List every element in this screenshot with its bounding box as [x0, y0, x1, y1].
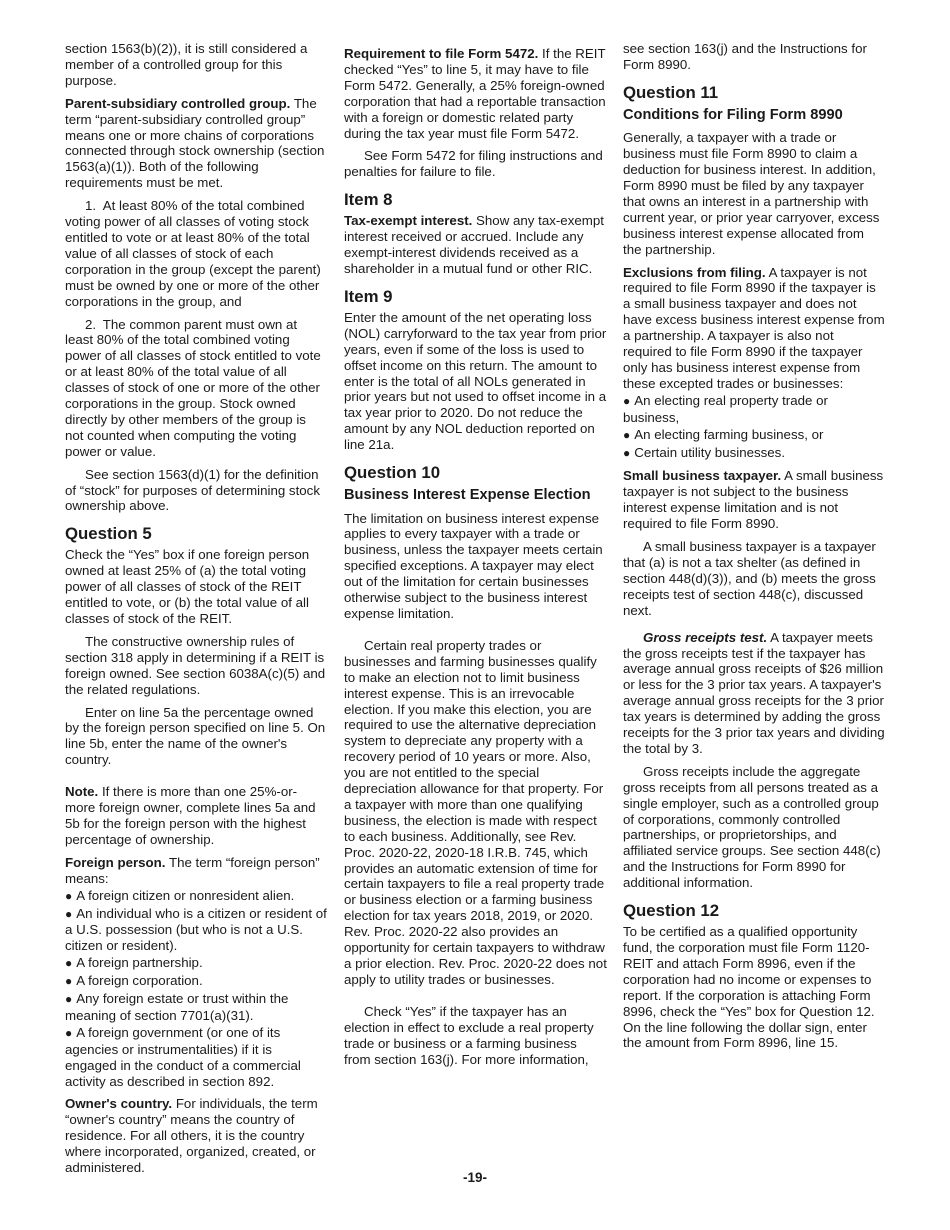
paragraph: [623, 265, 885, 392]
paragraph: [623, 468, 885, 532]
bullet-icon: ●: [65, 888, 73, 903]
bullet-icon: ●: [623, 445, 631, 460]
column-left: [65, 41, 327, 1183]
numbered-requirement-1: 1. At least 80% of the total combined voting power of all classes of voting stock entitled to vote or at least 80% of the total value of all classes of stock of each corporation in the group (except the parent) must be owned by one or more of the other corporations in the group, and: [65, 198, 321, 309]
paragraph: A small business taxpayer is a taxpayer that (a) is not a tax shelter (as defined in section 448(d)(3)), and (b) meets the gross receipts test of section 448(c), discussed next.: [623, 539, 876, 618]
question-11-heading: Question 11: [623, 82, 719, 102]
paragraph-text: A small business taxpayer is not subject to the business interest expense limitation and is not required to file Form 8990.: [623, 468, 884, 532]
bullet-icon: ●: [65, 956, 73, 971]
paragraph-text: A taxpayer is not required to file Form 8990 if the taxpayer is a small business taxpayer and does not have excess business interest expense from a partnership. A taxpayer is also not required to file Form 8990 if the taxpayer only has business interest expense from these excepted trades or businesses:: [623, 264, 885, 391]
paragraph-text: If the REIT checked “Yes” to line 5, it may have to file Form 5472. Generally, a 25% foreign-owned corporation that had a reportable transaction with a foreign or domestic related party during the tax year must file Form 5472.: [344, 46, 606, 141]
paragraph-text: Show any tax-exempt interest received or accrued. Include any exempt-interest dividends received as a shareholder in a mutual fund or other RIC.: [344, 213, 604, 276]
run-in-heading: Parent-subsidiary controlled group.: [65, 95, 291, 111]
bullet-icon: ●: [65, 974, 73, 989]
run-in-heading: Requirement to file Form 5472.: [344, 46, 539, 61]
paragraph-text: For individuals, the term “owner's country” means the country of residence. For all others, it is the country where incorporated, organized, created, or administered.: [65, 1096, 318, 1176]
list-item: ● A foreign corporation.: [65, 973, 203, 989]
question-10-subheading: Business Interest Expense Election: [344, 487, 591, 504]
question-5-heading: Question 5: [65, 524, 152, 544]
paragraph: see section 163(j) and the Instructions for Form 8990.: [623, 41, 867, 72]
list-item: ● An individual who is a citizen or resident of a U.S. possession (but who is not a U.S. citizen or resident).: [65, 905, 327, 954]
paragraph: See Form 5472 for filing instructions and penalties for failure to file.: [344, 148, 603, 180]
list-item: ● A foreign citizen or nonresident alien.: [65, 887, 295, 903]
page-number: -19-: [462, 1170, 487, 1185]
list-item: ● A foreign partnership.: [65, 955, 203, 971]
paragraph-text: If there is more than one 25%-or-more foreign owner, complete lines 5a and 5b for the foreign person with the highest percentage of ownership.: [65, 784, 316, 847]
foreign-person-list: [65, 888, 327, 1090]
question-10-heading: Question 10: [344, 463, 441, 483]
list-item: ● Certain utility businesses.: [623, 444, 786, 460]
question-12-heading: Question 12: [623, 901, 720, 921]
item-9-heading: Item 9: [344, 286, 393, 306]
note: [65, 784, 327, 848]
paragraph: [65, 1096, 327, 1176]
paragraph: [344, 46, 607, 141]
paragraph: [623, 630, 885, 757]
run-in-heading: Small business taxpayer.: [623, 468, 782, 484]
paragraph: The constructive ownership rules of section 318 apply in determining if a REIT is foreign owned. See section 6038A(c)(5) and the related regulations.: [65, 633, 326, 697]
paragraph-text: A taxpayer meets the gross receipts test if the taxpayer has average annual gross receipts of $26 million or less for the 3 prior tax years. A taxpayer's average annual gross receipts for the 3 prior tax years is determined by adding the gross receipts for the 3 prior tax years and dividing the total by 3.: [623, 629, 885, 756]
numbered-requirement-2: 2. The common parent must own at least 80% of the total combined voting power of all classes of stock entitled to vote or at least 80% of the total value of all classes of stock of one or more of the other corporations in the group. Stock owned directly by other members of the group is not counted when computing the voting power or value.: [65, 316, 321, 459]
paragraph-text: The term “foreign person” means:: [65, 854, 320, 886]
excepted-businesses-list: [623, 393, 885, 462]
column-middle: [344, 41, 607, 1074]
paragraph: Certain real property trades or businesses and farming businesses qualify to make an election not to limit business interest expense. This is an irrevocable election. If you make this election, you are required to use the alternative depreciation system to depreciate any property with a recovery period of 10 years or more. Also, you are not entitled to the special depreciation allowance for that property. For a taxpayer with more than one qualifying business, the election is made with respect to each business. Additionally, see Rev. Proc. 2020-22, 2020-18 I.R.B. 745, which provides an automatic extension of time for certain taxpayers to file a real property trade or business election or a farming business election for tax years 2018, 2019, or 2020. Rev. Proc. 2020-22 also provides an opportunity for certain taxpayers to withdraw a prior election. Rev. Proc. 2020-22 does not apply to utility trades or businesses.: [344, 637, 607, 987]
run-in-heading: Owner's country.: [65, 1096, 173, 1112]
paragraph: [65, 855, 327, 887]
bullet-icon: ●: [623, 427, 631, 442]
run-in-heading: Foreign person.: [65, 854, 166, 870]
column-right: [623, 41, 885, 1058]
list-item: ● Any foreign estate or trust within the meaning of section 7701(a)(31).: [65, 991, 289, 1023]
paragraph-text: The term “parent-subsidiary controlled group” means one or more chains of corporations connected through stock ownership (section 1563(a)(1)). Both of the following requirements must be met.: [65, 95, 325, 191]
paragraph: Generally, a taxpayer with a trade or business must file Form 8990 to claim a deduction for business interest. In addition, Form 8990 must be filed by any taxpayer that owns an interest in a partnership with current year, or prior year carryover, excess business interest expense allocated from the partnership.: [623, 130, 880, 257]
bullet-icon: ●: [65, 1025, 73, 1040]
run-in-heading: Note.: [65, 784, 99, 800]
list-item: ● An electing farming business, or: [623, 426, 824, 442]
question-11-subheading: Conditions for Filing Form 8990: [623, 106, 843, 123]
run-in-heading: Exclusions from filing.: [623, 264, 766, 280]
paragraph: See section 1563(d)(1) for the definition of “stock” for purposes of determining stock ownership above.: [65, 466, 320, 514]
bullet-icon: ●: [65, 906, 73, 921]
paragraph: Check “Yes” if the taxpayer has an election in effect to exclude a real property trade or business or a farming business from section 163(j). For more information,: [344, 1003, 594, 1067]
bullet-icon: ●: [623, 393, 631, 408]
paragraph: Enter the amount of the net operating loss (NOL) carryforward to the tax year from prior years, even if some of the loss is used to offset income on this return. The amount to enter is the total of all NOLs generated in prior years but not used to offset income in a tax year prior to 2020. Do not reduce the amount by any NOL deduction reported on line 21a.: [344, 309, 607, 453]
item-8-heading: Item 8: [344, 190, 393, 210]
paragraph: Enter on line 5a the percentage owned by the foreign person specified on line 5. On line 5b, enter the name of the owner's country.: [65, 704, 326, 768]
run-in-heading: Tax-exempt interest.: [344, 213, 473, 229]
paragraph: To be certified as a qualified opportunity fund, the corporation must file Form 1120-REIT and attach Form 8996, even if the corporation had no income or expenses to report. If the corporation is attaching Form 8996, check the “Yes” box for Question 12. On the line following the dollar sign, enter the amount from Form 8996, line 15.: [623, 924, 875, 1051]
list-item: ● An electing real property trade or business,: [623, 392, 828, 425]
paragraph: The limitation on business interest expense applies to every taxpayer with a trade or business, unless the taxpayer meets certain specified exceptions. A taxpayer may elect out of the limitation for certain businesses otherwise subject to the business interest expense limitation.: [344, 510, 603, 621]
list-item: ● A foreign government (or one of its agencies or instrumentalities) if it is engaged in the conduct of a commercial activity as described in section 892.: [65, 1024, 301, 1089]
run-in-heading: Gross receipts test.: [643, 629, 768, 645]
paragraph: Gross receipts include the aggregate gross receipts from all persons treated as a single employer, such as a controlled group of corporations, commonly controlled partnerships, or proprietorships, and affiliated service groups. See section 448(c) and the Instructions for Form 8990 for additional information.: [623, 763, 881, 891]
paragraph: Check the “Yes” box if one foreign person owned at least 25% of (a) the total voting power of all classes of stock of the REIT entitled to vote, or (b) the total value of all classes of stock of the REIT.: [65, 547, 310, 626]
bullet-icon: ●: [65, 992, 73, 1007]
paragraph: [65, 96, 327, 191]
paragraph: section 1563(b)(2)), it is still considered a member of a controlled group for this purpose.: [65, 41, 308, 88]
paragraph: [344, 213, 607, 277]
